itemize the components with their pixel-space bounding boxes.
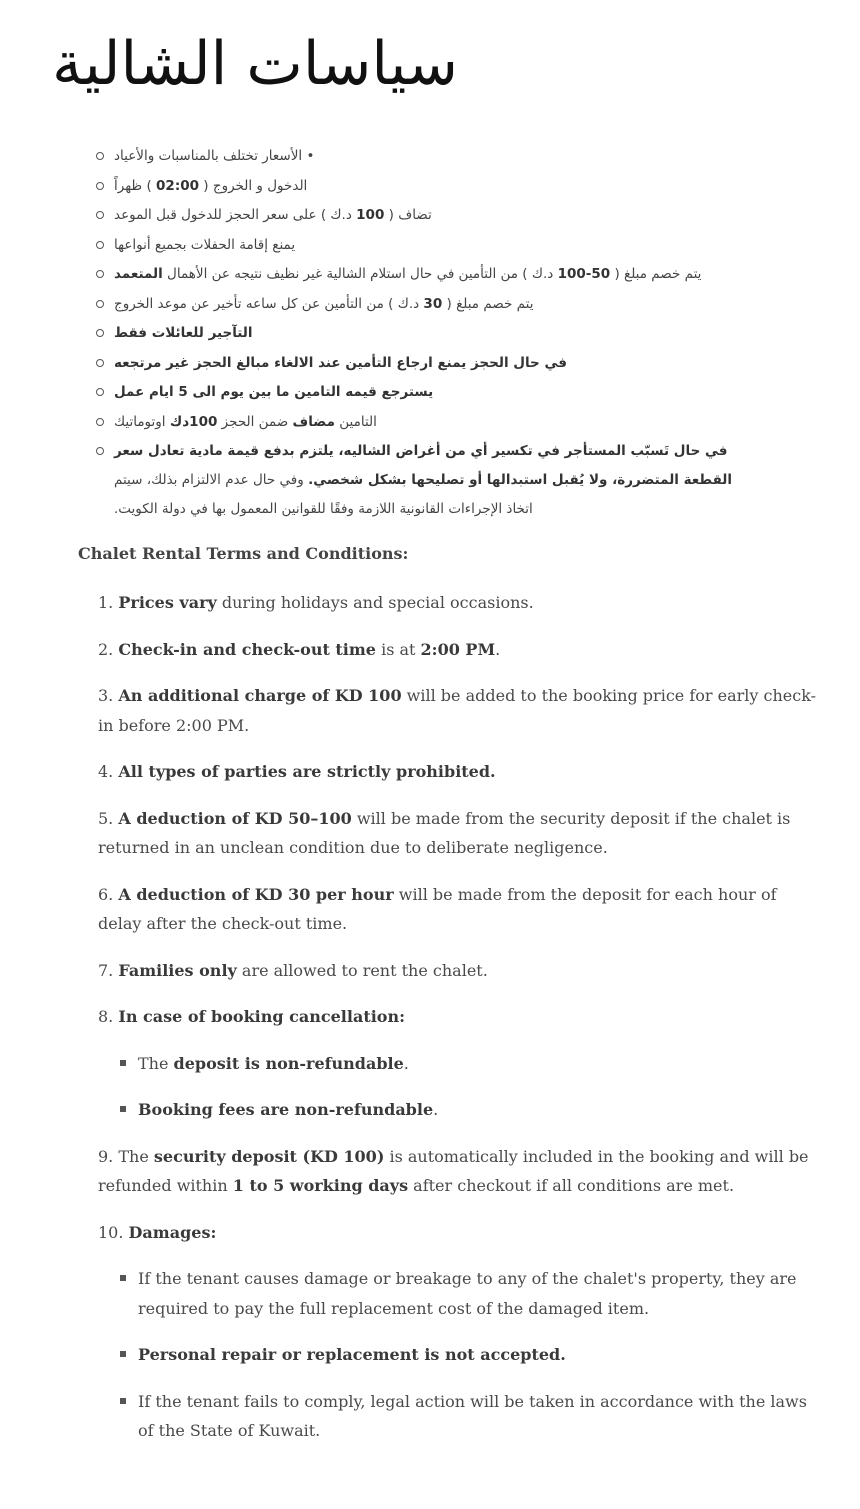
term-bold: A deduction of KD 50–100 xyxy=(118,808,352,828)
rule-text: التامين xyxy=(334,413,377,430)
english-terms-list xyxy=(98,588,818,1463)
term-bold: security deposit (KD 100) xyxy=(153,1146,385,1166)
term-number: 6. xyxy=(98,884,119,904)
term-text: The xyxy=(118,1146,154,1166)
circle-bullet-icon xyxy=(96,388,104,396)
damage-sub-item xyxy=(120,1264,818,1323)
rule-bold: المتعمد xyxy=(114,266,163,282)
rule-line-1: في حال تَسبّب المستأجر في تكسير أي من أغراض الشاليه، يلتزم بدفع قيمة مادية تعادل سعر xyxy=(114,443,728,459)
square-bullet-icon xyxy=(120,1398,126,1404)
term-4 xyxy=(98,757,818,787)
rule-text: اوتوماتيك xyxy=(114,413,170,430)
page-title: سياسات الشالية xyxy=(52,29,459,99)
rule-text: تضاف ( xyxy=(384,207,432,223)
sub-bold: Personal repair or replacement is not accepted. xyxy=(138,1345,566,1364)
rule-line-2: وفي حال عدم الالتزام بذلك، سيتم xyxy=(114,472,309,488)
term-text: will be made from the deposit for each hour of delay after the check-out time. xyxy=(98,884,777,933)
term-number: 3. xyxy=(98,686,119,705)
rule-bold: 50-100 xyxy=(557,266,611,282)
term-text: after checkout if all conditions are met. xyxy=(408,1176,735,1195)
circle-bullet-icon xyxy=(96,447,104,455)
term-bold: Prices vary xyxy=(118,593,217,612)
term-bold: 1 to 5 working days xyxy=(232,1176,409,1195)
rule-bold: 02:00 xyxy=(156,177,200,194)
rule-bold: 100دك xyxy=(169,413,218,430)
sub-text: . xyxy=(403,1053,409,1073)
arabic-rule-3 xyxy=(96,201,796,231)
sub-text: If the tenant fails to comply, legal action will be taken in accordance with the laws of the State of Kuwait. xyxy=(138,1391,807,1440)
rule-bold: مضاف xyxy=(292,413,335,430)
circle-bullet-icon xyxy=(96,300,104,308)
circle-bullet-icon xyxy=(96,418,104,426)
circle-bullet-icon xyxy=(96,152,104,160)
term-9 xyxy=(98,1142,818,1201)
rule-text: ) ظهراً xyxy=(114,177,157,194)
arabic-rule-6 xyxy=(96,290,796,320)
term-text: is automatically included in the booking and will be refunded within xyxy=(98,1146,809,1195)
square-bullet-icon xyxy=(120,1275,126,1281)
square-bullet-icon xyxy=(120,1351,126,1357)
damage-sub-item xyxy=(120,1340,818,1370)
rule-text: يمنع إقامة الحفلات بجميع أنواعها xyxy=(114,236,296,253)
term-number: 4. xyxy=(98,762,119,781)
circle-bullet-icon xyxy=(96,359,104,367)
rule-text: يتم خصم مبلغ ( xyxy=(442,295,534,312)
damage-sub-item xyxy=(120,1387,818,1446)
term-2 xyxy=(98,635,818,665)
rule-bold: 100 xyxy=(356,207,385,223)
term-bold: A deduction of KD 30 per hour xyxy=(118,884,394,904)
term-3 xyxy=(98,681,818,740)
term-bold: In case of booking cancellation: xyxy=(118,1007,405,1026)
arabic-rule-7 xyxy=(96,319,796,349)
term-number: 7. xyxy=(98,960,119,980)
rule-text: د.ك ) من التأمين عن كل ساعه تأخير عن موعد الخروج xyxy=(114,295,424,312)
term-text: will be added to the booking price for early check-in before 2:00 PM. xyxy=(98,686,817,735)
arabic-rules-list xyxy=(96,142,796,524)
arabic-rule-1 xyxy=(96,142,796,172)
term-text: during holidays and special occasions. xyxy=(216,593,534,612)
rule-text: د.ك ) من التأمين في حال استلام الشالية غير نظيف نتيجه عن الأهمال xyxy=(162,266,558,282)
term-number: 10. xyxy=(98,1222,129,1242)
term-number: 2. xyxy=(98,639,119,659)
sub-text: If the tenant causes damage or breakage to any of the chalet's property, they are required to pay the full replacement cost of the damaged item. xyxy=(138,1269,797,1318)
sub-bold: Booking fees are non-refundable xyxy=(138,1100,434,1119)
term-text: are allowed to rent the chalet. xyxy=(236,960,488,980)
english-heading: Chalet Rental Terms and Conditions: xyxy=(78,544,409,563)
term-5 xyxy=(98,804,818,863)
term-number: 8. xyxy=(98,1007,119,1026)
cancel-sub-item xyxy=(120,1095,818,1125)
square-bullet-icon xyxy=(120,1106,126,1112)
term-10 xyxy=(98,1218,818,1248)
rule-text: ضمن الحجز xyxy=(217,413,293,430)
term-1 xyxy=(98,588,818,618)
cancel-sub-list xyxy=(98,1049,818,1125)
rule-bold: في حال الحجز يمنع ارجاع التأمين عند الالغاء مبالغ الحجز غير مرتجعه xyxy=(114,354,567,371)
sub-bold: deposit is non-refundable xyxy=(173,1053,404,1073)
damage-sub-list xyxy=(98,1264,818,1446)
term-number: 9. xyxy=(98,1146,119,1166)
rule-bold: 30 xyxy=(423,295,443,312)
rule-line-2-bold: القطعة المتضررة، ولا يُقبل استبدالها أو تصليحها بشكل شخصي. xyxy=(308,472,732,488)
term-bold: All types of parties are strictly prohibited. xyxy=(118,762,496,781)
term-bold: Families only xyxy=(118,960,237,980)
term-bold: Damages: xyxy=(128,1222,217,1242)
arabic-rule-10 xyxy=(96,408,796,438)
term-text: will be made from the security deposit if the chalet is returned in an unclean condition due to deliberate negligence. xyxy=(98,808,791,857)
rule-bold: يسترجع قيمه التامين ما بين يوم الى 5 ايام عمل xyxy=(114,384,434,400)
term-text: . xyxy=(495,639,501,659)
term-text: is at xyxy=(375,639,421,659)
rule-bold: التآجير للعائلات فقط xyxy=(114,325,253,341)
arabic-rule-8 xyxy=(96,349,796,379)
term-6 xyxy=(98,880,818,939)
arabic-rule-5 xyxy=(96,260,796,290)
circle-bullet-icon xyxy=(96,270,104,278)
term-number: 1. xyxy=(98,593,119,612)
cancel-sub-item xyxy=(120,1049,818,1079)
sub-text: The xyxy=(138,1053,174,1073)
term-bold: Check-in and check-out time xyxy=(118,639,376,659)
circle-bullet-icon xyxy=(96,211,104,219)
arabic-rule-4 xyxy=(96,231,796,261)
arabic-rule-11 xyxy=(96,437,796,524)
circle-bullet-icon xyxy=(96,241,104,249)
term-number: 5. xyxy=(98,808,119,828)
rule-text: • الأسعار تختلف بالمناسبات والأعياد xyxy=(114,148,315,164)
rule-text: يتم خصم مبلغ ( xyxy=(610,266,702,282)
rule-line-3: اتخاذ الإجراءات القانونية اللازمة وفقًا للقوانين المعمول بها في دولة الكويت. xyxy=(114,501,533,517)
circle-bullet-icon xyxy=(96,329,104,337)
arabic-rule-9 xyxy=(96,378,796,408)
term-bold: 2:00 PM xyxy=(420,639,496,659)
square-bullet-icon xyxy=(120,1060,126,1066)
arabic-rule-2 xyxy=(96,172,796,202)
circle-bullet-icon xyxy=(96,182,104,190)
sub-text: . xyxy=(433,1100,439,1119)
term-7 xyxy=(98,956,818,986)
rule-text: د.ك ) على سعر الحجز للدخول قبل الموعد xyxy=(114,207,357,223)
term-8 xyxy=(98,1002,818,1032)
term-bold: An additional charge of KD 100 xyxy=(118,686,402,705)
rule-text: الدخول و الخروج ( xyxy=(199,177,308,194)
